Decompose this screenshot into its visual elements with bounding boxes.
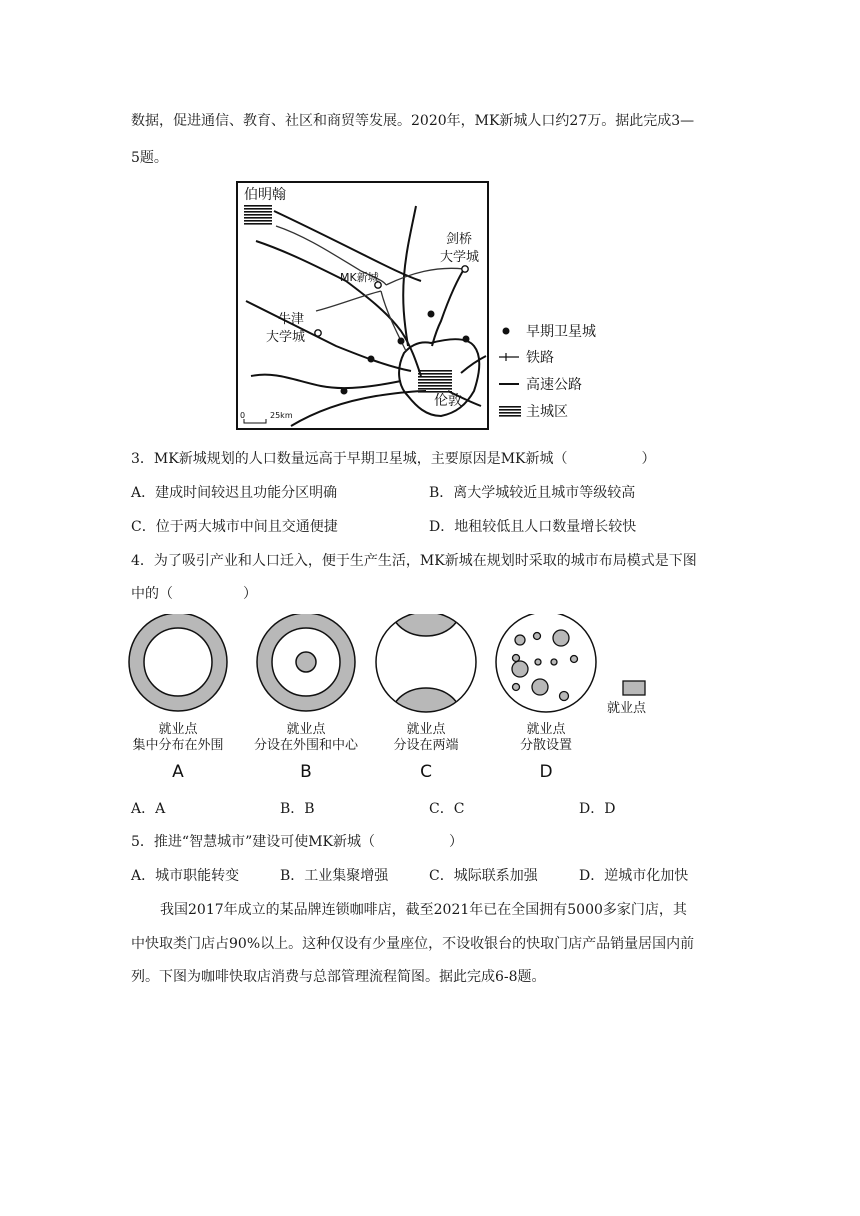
letter-a: A (172, 762, 184, 782)
london-core-area (418, 369, 452, 393)
cambridge-marker (462, 266, 468, 272)
q4-stem-line-1: 4．为了吸引产业和人口迁入，便于生产生活，MK新城在规划时采取的城市布局模式是下图 (131, 553, 697, 569)
q4-stem-line-2: 中的（ ） (131, 586, 257, 602)
label-cambridge-2: 大学城 (440, 250, 480, 265)
workplace-legend-label: 就业点 (607, 701, 647, 716)
layout-d (496, 614, 596, 712)
letter-c: C (420, 762, 432, 782)
label-mk: MK新城 (340, 271, 379, 284)
q3-option-a: A．建成时间较迟且功能分区明确 (131, 485, 338, 501)
caption-d-2: 分散设置 (519, 738, 573, 753)
workplace-legend-swatch (623, 681, 645, 695)
q4-option-a: A．A (131, 801, 166, 817)
legend-highway: 高速公路 (526, 377, 582, 393)
svg-text:25km: 25km (270, 411, 293, 420)
svg-text:0: 0 (240, 411, 246, 420)
q4-option-d: D．D (579, 801, 616, 817)
legend-satellite: 早期卫星城 (526, 324, 596, 340)
passage2-line-3: 列。下图为咖啡快取店消费与总部管理流程简图。据此完成6-8题。 (131, 969, 546, 985)
layout-b (257, 614, 355, 711)
q5-option-b: B．工业集聚增强 (280, 868, 389, 884)
q3-option-c: C．位于两大城市中间且交通便捷 (131, 519, 338, 535)
q5-option-a: A．城市职能转变 (131, 868, 240, 884)
q3-option-b: B．离大学城较近且城市等级较高 (429, 485, 636, 501)
passage2-line-1: 我国2017年成立的某品牌连锁咖啡店，截至2021年已在全国拥有5000多家门店，其 (160, 902, 687, 918)
legend-core: 主城区 (526, 404, 568, 420)
q4-option-b: B．B (280, 801, 315, 817)
caption-c-1: 就业点 (406, 722, 446, 737)
legend-railway: 铁路 (526, 350, 554, 366)
caption-a-1: 就业点 (158, 722, 198, 737)
label-cambridge-1: 剑桥 (446, 232, 473, 247)
oxford-marker (315, 330, 321, 336)
q5-option-d: D．逆城市化加快 (579, 868, 689, 884)
passage2-line-2: 中快取类门店占90%以上。这种仅设有少量座位，不设收银台的快取门店产品销量居国内前 (131, 936, 695, 952)
birmingham-core-area (244, 205, 272, 225)
q3-option-d: D．地租较低且人口数量增长较快 (429, 519, 637, 535)
label-birmingham: 伯明翰 (244, 187, 286, 203)
caption-a-2: 集中分布在外围 (132, 738, 224, 753)
caption-d-1: 就业点 (526, 722, 566, 737)
intro-line-1: 数据，促进通信、教育、社区和商贸等发展。2020年，MK新城人口约27万。据此完成3— (131, 113, 695, 129)
layout-a (129, 614, 227, 711)
label-oxford-1: 牛津 (278, 312, 305, 327)
letter-d: D (539, 762, 553, 782)
label-oxford-2: 大学城 (266, 330, 306, 345)
q3-stem: 3．MK新城规划的人口数量远高于早期卫星城，主要原因是MK新城（ ） (131, 451, 656, 467)
caption-b-2: 分设在外围和中心 (253, 738, 359, 753)
map-legend (499, 324, 596, 420)
q5-option-c: C．城际联系加强 (429, 868, 538, 884)
satellite-city-map (236, 181, 636, 431)
caption-b-1: 就业点 (286, 722, 326, 737)
q5-stem: 5．推进“智慧城市”建设可使MK新城（ ） (131, 834, 464, 850)
label-london: 伦敦 (434, 393, 462, 409)
intro-line-2: 5题。 (131, 150, 168, 166)
city-layout-figure (124, 614, 684, 784)
q4-option-c: C．C (429, 801, 465, 817)
caption-c-2: 分设在两端 (393, 738, 459, 753)
letter-b: B (300, 762, 312, 782)
